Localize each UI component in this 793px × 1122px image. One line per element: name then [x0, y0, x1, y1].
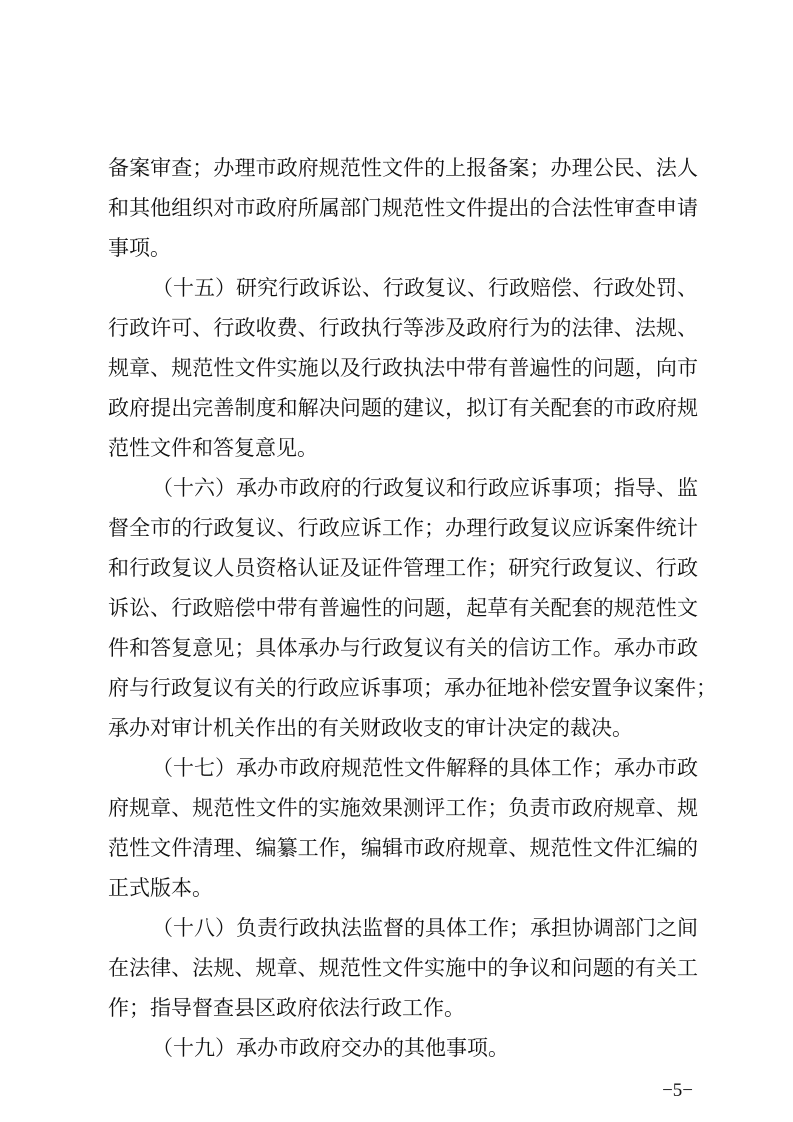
- paragraph-line: 和其他组织对市政府所属部门规范性文件提出的合法性审查申请: [108, 196, 698, 220]
- paragraph-line: 诉讼、行政赔偿中带有普遍性的问题，起草有关配套的规范性文: [108, 596, 698, 620]
- paragraph-line: 行政许可、行政收费、行政执行等涉及政府行为的法律、法规、: [108, 316, 698, 340]
- paragraph-line: 规章、规范性文件实施以及行政执法中带有普遍性的问题，向市: [108, 356, 698, 380]
- paragraph-line: （十七）承办市政府规范性文件解释的具体工作；承办市政: [152, 756, 698, 780]
- paragraph-line: 备案审查；办理市政府规范性文件的上报备案；办理公民、法人: [108, 156, 698, 180]
- paragraph-line: （十五）研究行政诉讼、行政复议、行政赔偿、行政处罚、: [152, 276, 698, 300]
- paragraph-line: （十八）负责行政执法监督的具体工作；承担协调部门之间: [152, 916, 698, 940]
- paragraph-line: 范性文件和答复意见。: [108, 436, 318, 460]
- paragraph-line: 正式版本。: [108, 876, 213, 900]
- paragraph-line: 府规章、规范性文件的实施效果测评工作；负责市政府规章、规: [108, 796, 698, 820]
- paragraph-line: 在法律、法规、规章、规范性文件实施中的争议和问题的有关工: [108, 956, 698, 980]
- paragraph-line: （十六）承办市政府的行政复议和行政应诉事项；指导、监: [152, 476, 698, 500]
- paragraph-line: 和行政复议人员资格认证及证件管理工作；研究行政复议、行政: [108, 556, 698, 580]
- paragraph-line: 件和答复意见；具体承办与行政复议有关的信访工作。承办市政: [108, 636, 698, 660]
- paragraph-line: 作；指导督查县区政府依法行政工作。: [108, 996, 465, 1020]
- paragraph-line: 督全市的行政复议、行政应诉工作；办理行政复议应诉案件统计: [108, 516, 698, 540]
- paragraph-line: 政府提出完善制度和解决问题的建议，拟订有关配套的市政府规: [108, 396, 698, 420]
- paragraph-line: 府与行政复议有关的行政应诉事项；承办征地补偿安置争议案件；: [108, 676, 717, 700]
- paragraph-line: 范性文件清理、编纂工作，编辑市政府规章、规范性文件汇编的: [108, 836, 698, 860]
- paragraph-line: 承办对审计机关作出的有关财政收支的审计决定的裁决。: [108, 716, 633, 740]
- paragraph-line: （十九）承办市政府交办的其他事项。: [152, 1036, 509, 1060]
- paragraph-line: 事项。: [108, 236, 171, 260]
- page-number: −5−: [662, 1080, 693, 1101]
